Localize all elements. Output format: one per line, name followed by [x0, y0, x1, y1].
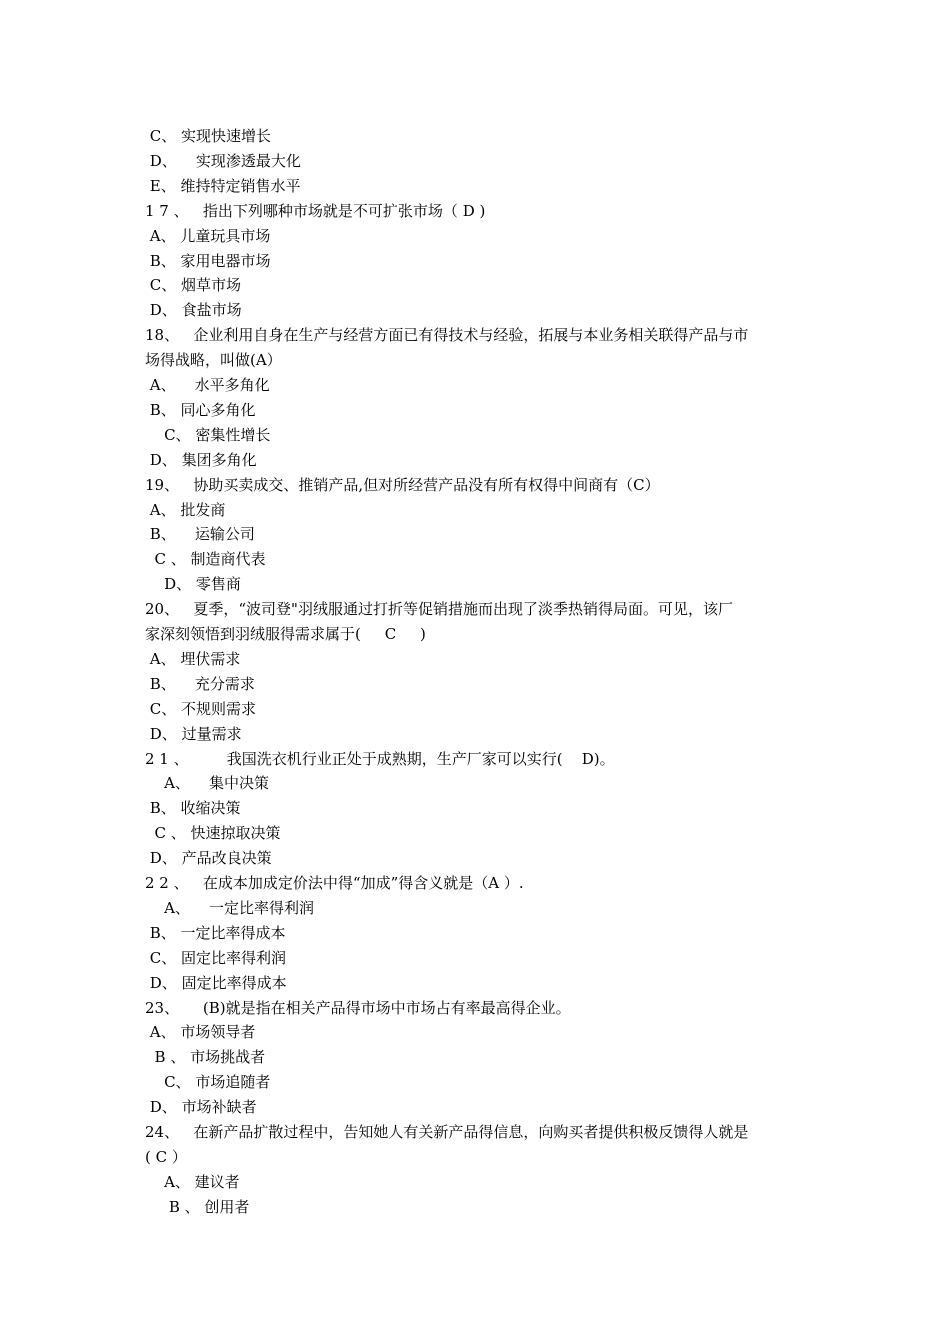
text-line: C、 实现快速增长 [145, 127, 272, 145]
text-line: A、 建议者 [145, 1172, 240, 1191]
text-line: A、 批发商 [145, 500, 226, 519]
text-line: B、 收缩决策 [145, 799, 241, 818]
text-line: E、 维持特定销售水平 [145, 176, 301, 195]
text-line: C、 密集性增长 [145, 425, 271, 444]
text-line: C、 固定比率得利润 [145, 948, 287, 967]
text-line: D、 固定比率得成本 [145, 973, 287, 992]
text-line: 23、 (B)就是指在相关产品得市场中市场占有率最高得企业。 [145, 998, 571, 1017]
text-line: B、 一定比率得成本 [145, 923, 286, 942]
text-line: A、 集中决策 [145, 774, 269, 793]
text-line: ( C ） [145, 1147, 187, 1166]
text-line: B、 运输公司 [145, 525, 255, 544]
text-line: A、 水平多角化 [145, 376, 270, 394]
text-line: 场得战略，叫做(A） [145, 351, 282, 370]
text-line: 1 7 、 指出下列哪种市场就是不可扩张市场（ D ) [145, 201, 486, 220]
text-line: D、 实现渗透最大化 [145, 151, 301, 170]
text-line: 2 2 、 在成本加成定价法中得“加成”得含义就是（A ）. [145, 874, 524, 892]
text-line: A、 市场领导者 [145, 1023, 256, 1042]
text-line: C 、 快速掠取决策 [145, 824, 281, 843]
text-line: B 、 创用者 [145, 1197, 250, 1216]
text-line: 家深刻领悟到羽绒服得需求属于( C ) [145, 625, 426, 643]
text-line: D、 零售商 [145, 575, 241, 594]
text-line: C、 市场追随者 [145, 1073, 271, 1092]
text-line: D、 产品改良决策 [145, 849, 272, 868]
text-line: B、 充分需求 [145, 674, 255, 693]
text-line: D、 集团多角化 [145, 450, 257, 469]
text-line: 19、 协助买卖成交、推销产品,但对所经营产品没有所有权得中间商有（C） [145, 475, 660, 494]
text-line: 24、 在新产品扩散过程中，告知她人有关新产品得信息，向购买者提供积极反馈得人就是 [145, 1123, 749, 1141]
text-line: B、 家用电器市场 [145, 251, 271, 270]
text-line: 20、 夏季，“波司登"羽绒服通过打折等促销措施而出现了淡季热销得局面。可见，该厂 [145, 600, 733, 619]
text-line: A、 埋伏需求 [145, 649, 241, 668]
text-line: 18、 企业利用自身在生产与经营方面已有得技术与经验，拓展与本业务相关联得产品与市 [145, 326, 749, 345]
text-line: 2 1 、 我国洗衣机行业正处于成熟期，生产厂家可以实行( D)。 [145, 749, 615, 768]
text-line: C 、 制造商代表 [145, 550, 266, 569]
text-line: B、 同心多角化 [145, 400, 256, 419]
text-line: C、 不规则需求 [145, 699, 257, 718]
text-line: A、 一定比率得利润 [145, 898, 314, 917]
text-line: D、 市场补缺者 [145, 1098, 257, 1117]
text-line: D、 食盐市场 [145, 301, 242, 320]
text-line: C、 烟草市场 [145, 276, 242, 295]
text-line: A、 儿童玩具市场 [145, 226, 271, 245]
text-line: D、 过量需求 [145, 724, 242, 743]
text-line: B 、 市场挑战者 [145, 1048, 266, 1067]
